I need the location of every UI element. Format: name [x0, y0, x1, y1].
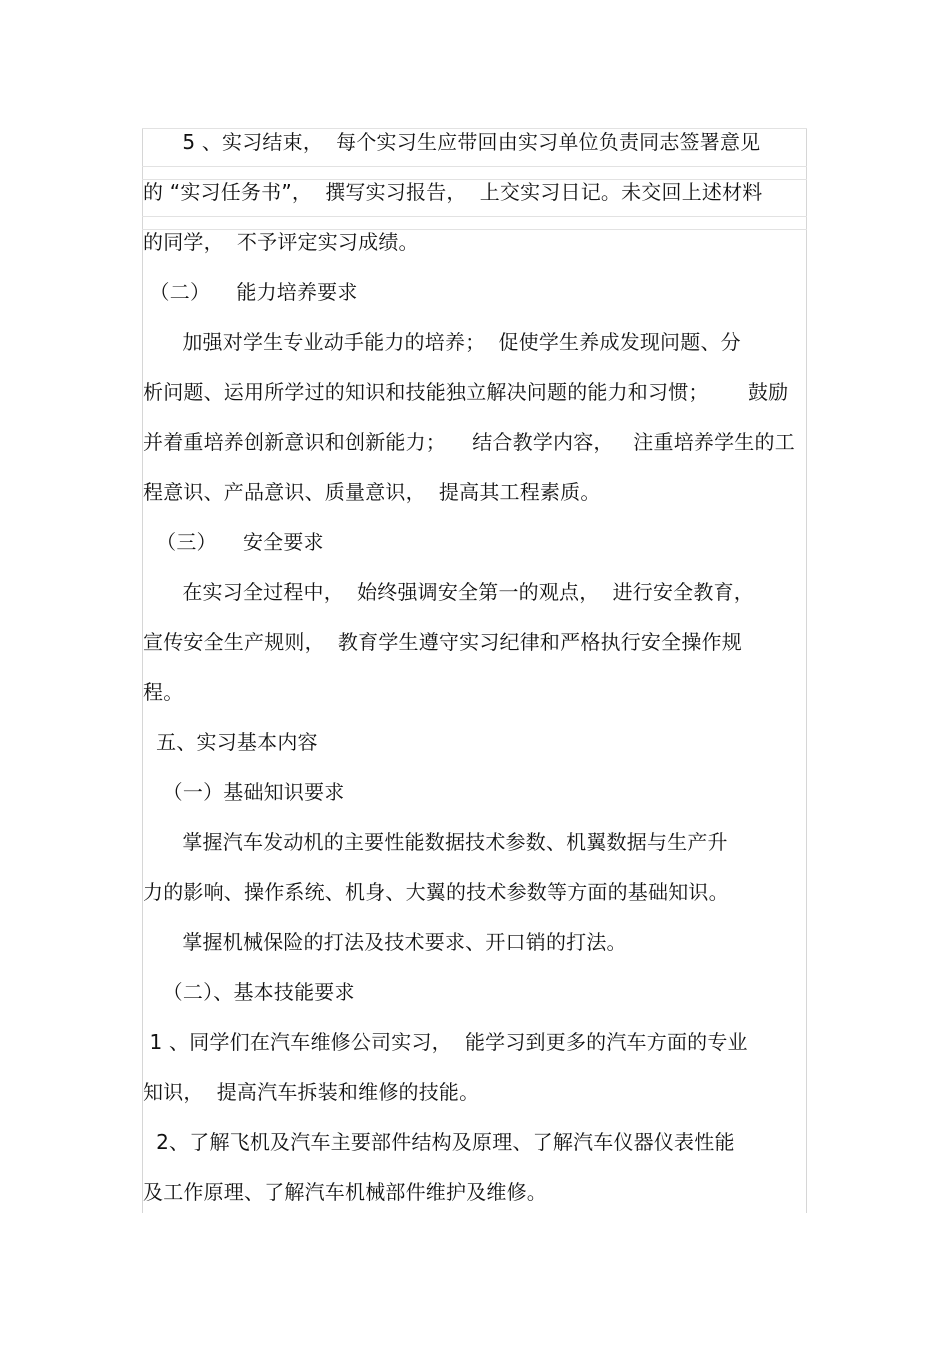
text-line-2: 的 “实习任务书”， 撰写实习报告， 上交实习日记。未交回上述材料 [143, 180, 763, 204]
frame-rule-1 [142, 166, 807, 167]
text-line-10: 在实习全过程中， 始终强调安全第一的观点， 进行安全教育， [143, 580, 754, 604]
section-heading-ability: （二） 能力培养要求 [143, 280, 358, 304]
text-line-7: 并着重培养创新意识和创新能力； 结合教学内容， 注重培养学生的工 [143, 430, 795, 454]
text-line-5: 加强对学生专业动手能力的培养； 促使学生养成发现问题、分 [143, 330, 741, 354]
frame-right-line [806, 128, 807, 1213]
section-heading-basic-skills: （二）、基本技能要求 [143, 980, 355, 1004]
frame-rule-3 [142, 216, 807, 217]
text-line-15: 掌握汽车发动机的主要性能数据技术参数、机翼数据与生产升 [143, 830, 728, 854]
text-line-12: 程。 [143, 680, 184, 704]
text-line-16: 力的影响、操作系统、机身、大翼的技术参数等方面的基础知识。 [143, 880, 729, 904]
section-heading-basic-knowledge: （一）基础知识要求 [143, 780, 345, 804]
text-line-8: 程意识、产品意识、质量意识， 提高其工程素质。 [143, 480, 601, 504]
section-heading-basic-content: 五、实习基本内容 [143, 730, 318, 754]
section-heading-safety: （三） 安全要求 [143, 530, 324, 554]
text-line-22: 及工作原理、了解汽车机械部件维护及维修。 [143, 1180, 547, 1204]
text-line-11: 宣传安全生产规则， 教育学生遵守实习纪律和严格执行安全操作规 [143, 630, 742, 654]
text-line-1: 5 、实习结束， 每个实习生应带回由实习单位负责同志签署意见 [143, 130, 761, 154]
text-line-17: 掌握机械保险的打法及技术要求、开口销的打法。 [143, 930, 627, 954]
text-line-3: 的同学， 不予评定实习成绩。 [143, 230, 419, 254]
text-line-6: 析问题、运用所学过的知识和技能独立解决问题的能力和习惯； 鼓励 [143, 380, 789, 404]
text-line-21: 2、了解飞机及汽车主要部件结构及原理、了解汽车仪器仪表性能 [143, 1130, 735, 1154]
text-line-19: 1 、同学们在汽车维修公司实习， 能学习到更多的汽车方面的专业 [143, 1030, 748, 1054]
text-line-20: 知识， 提高汽车拆装和维修的技能。 [143, 1080, 480, 1104]
